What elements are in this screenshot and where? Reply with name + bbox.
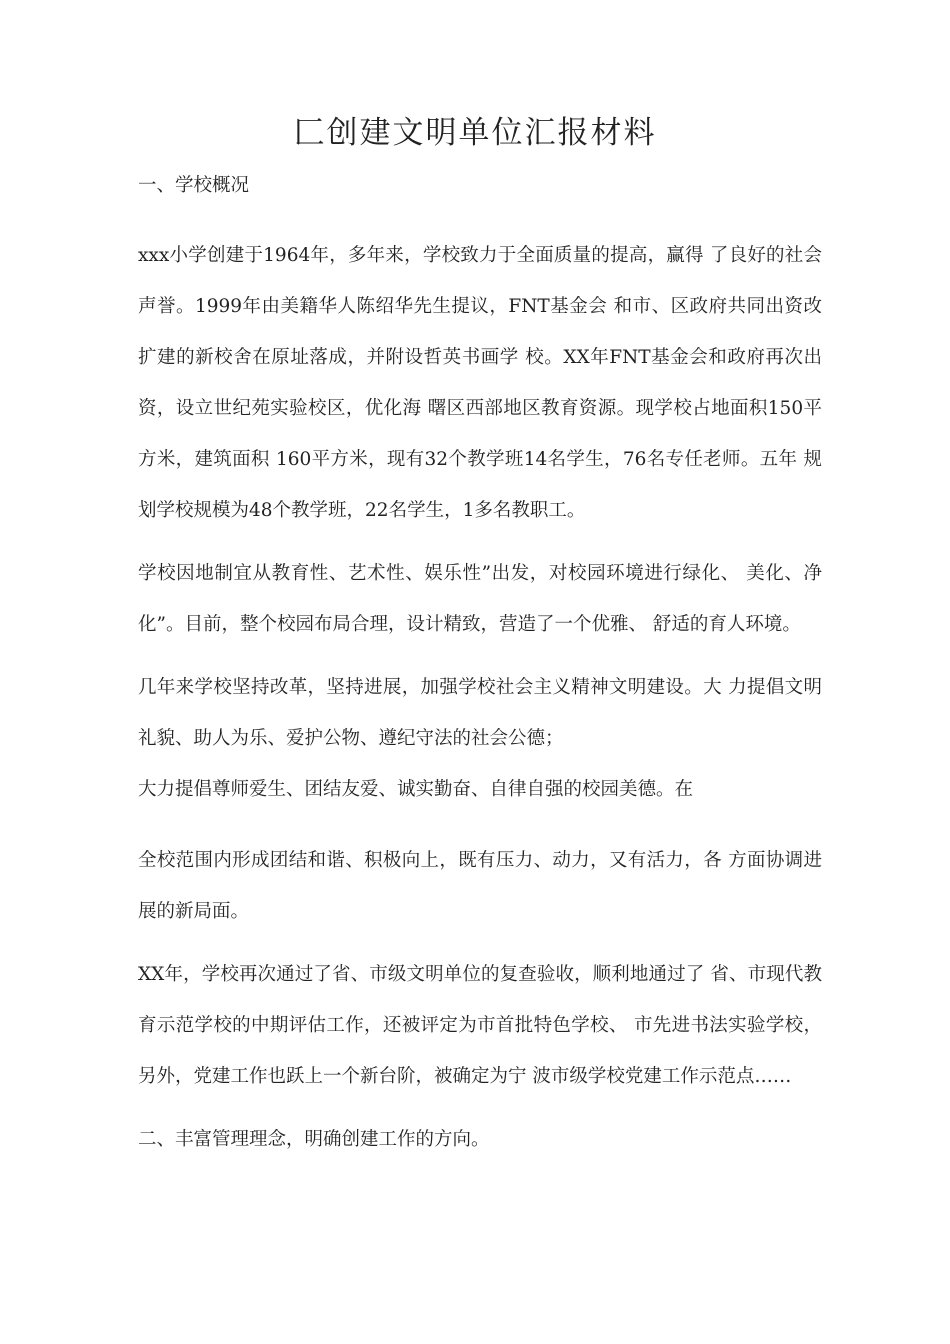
section-heading-management-concepts: 二、丰富管理理念，明确创建工作的方向。 — [138, 1129, 490, 1150]
paragraph-harmonious-situation: 全校范围内形成团结和谐、积极向上，既有压力、动力，又有活力，各 方面协调进展的新局面。 — [138, 850, 822, 922]
paragraph-achievements: XX年，学校再次通过了省、市级文明单位的复查验收，顺利地通过了 省、市现代教育示范学校的中期评估工作，还被评定为市首批特色学校、 市先进书法实验学校，另外，党建工作也跃上一个新台阶，被确定为宁 波市级学校党建工作示范点…… — [138, 964, 822, 1087]
document-title: 匚创建文明单位汇报材料 — [293, 115, 657, 151]
paragraph-campus-environment: 学校因地制宜从教育性、艺术性、娱乐性”出发，对校园环境进行绿化、 美化、净化”。目前，整个校园布局合理，设计精致，营造了一个优雅、 舒适的育人环境。 — [138, 563, 822, 635]
document-body — [138, 168, 822, 1158]
paragraph-school-history: xxx小学创建于1964年，多年来，学校致力于全面质量的提高，赢得 了良好的社会声誉。1999年由美籍华人陈绍华先生提议，FNT基金会 和市、区政府共同出资改扩建的新校舍在原址落成，并附设哲英书画学 校。XX年FNT基金会和政府再次出资，设立世纪苑实验校区，优化海 曙区西部地区教育资源。现学校占地面积150平方米，建筑面积 160平方米，现有32个教学班14名学生，76名专任老师。五年 规划学校规模为48个教学班，22名学生，1多名教职工。 — [138, 245, 822, 521]
paragraph-reform-morality: 几年来学校坚持改革，坚持进展，加强学校社会主义精神文明建设。大 力提倡文明礼貌、助人为乐、爱护公物、遵纪守法的社会公德； — [138, 677, 822, 749]
section-heading-school-overview: 一、学校概况 — [138, 175, 250, 196]
paragraph-campus-virtues: 大力提倡尊师爱生、团结友爱、诚实勤奋、自律自强的校园美德。在 — [138, 779, 694, 800]
